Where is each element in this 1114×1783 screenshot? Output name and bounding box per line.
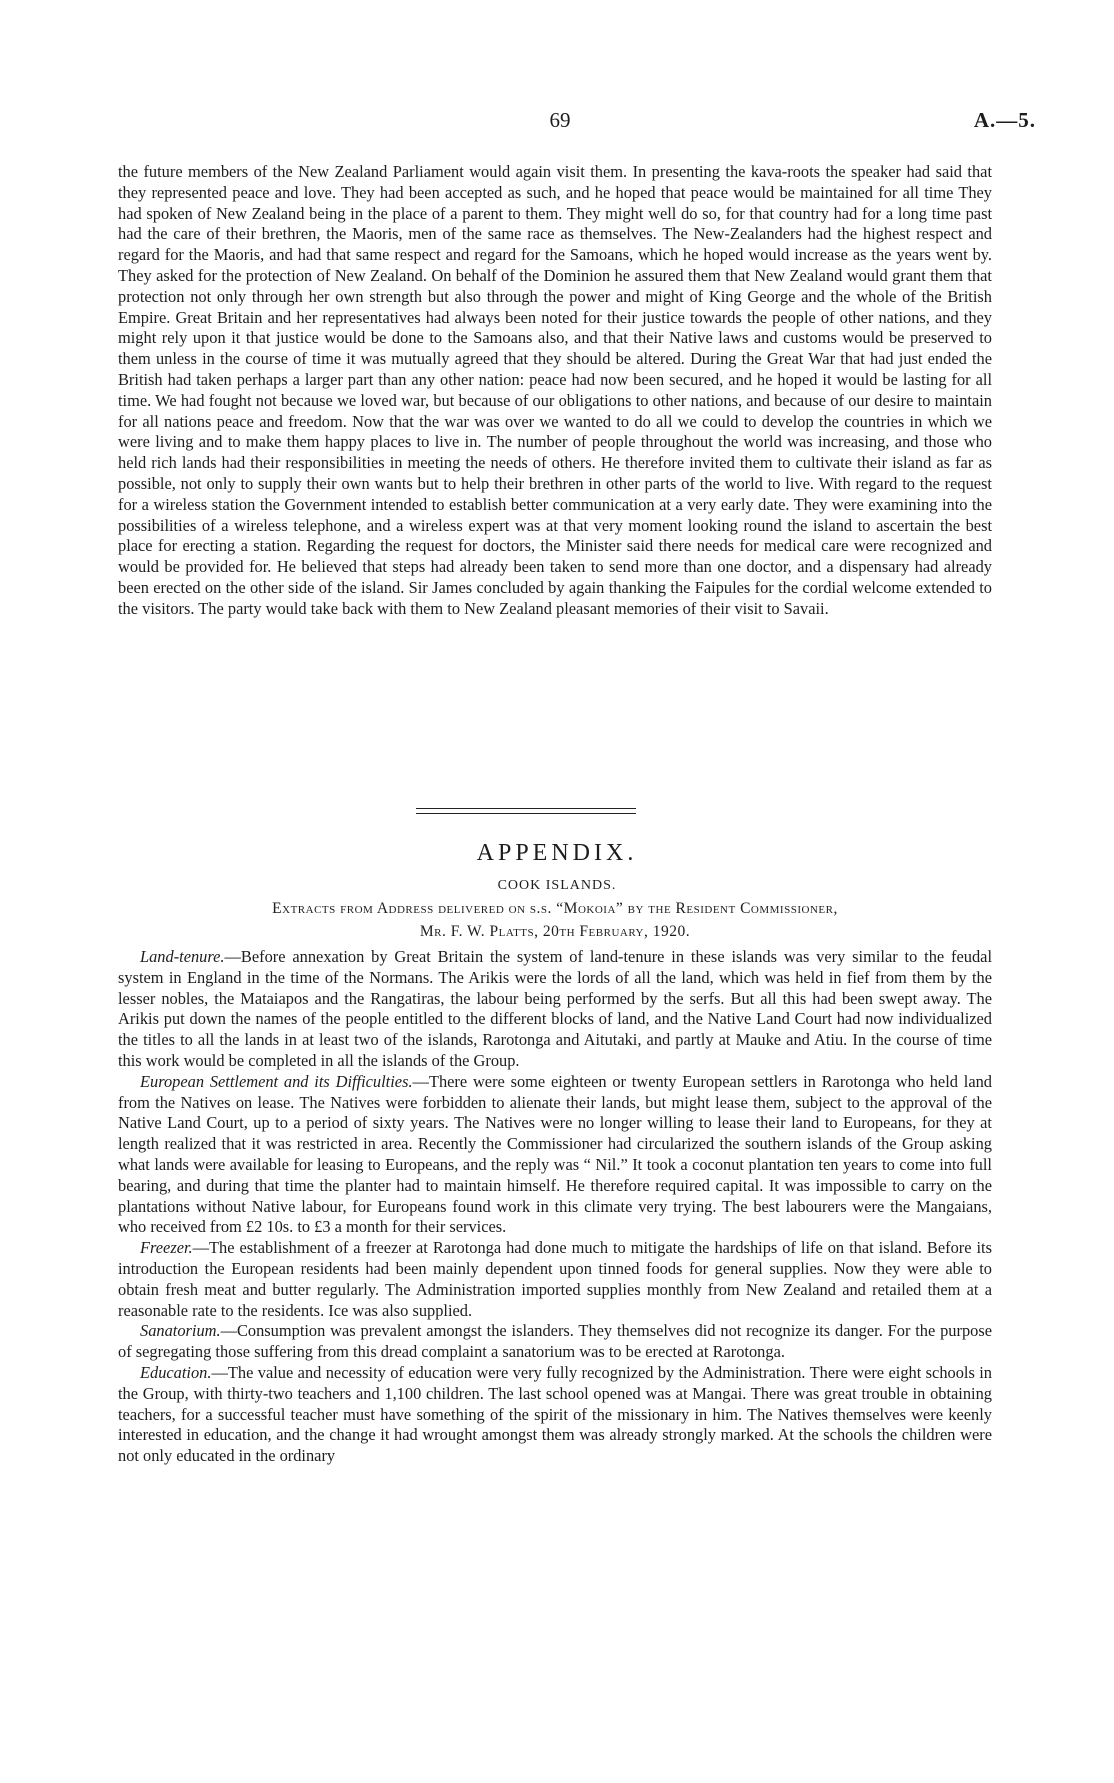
- series-code: A.—5.: [973, 108, 1036, 132]
- appendix-body: [118, 947, 992, 1467]
- source-line-author: Mr. F. W. Platts, 20th February, 1920.: [419, 923, 691, 940]
- paragraph-freezer: [118, 1238, 992, 1321]
- side-heading: Freezer.: [140, 1238, 193, 1258]
- paragraph-text: —There were some eighteen or twenty European settlers in Rarotonga who held land from the Natives on lease. The Natives were forbidden to alienate their lands, but might lease them, subject to the approval of the Native Land Court, up to a period of sixty years. The Natives were no longer willing to lease their land to Europeans, for they at length realized that it was restricted in area. Recently the Commissioner had circularized the southern islands of the Group asking what lands were available for leasing to Europeans, and the reply was “ Nil.” It took a coconut plantation ten years to come into full bearing, and during that time the planter had to maintain himself. He therefore required capital. It was impossible to carry on the plantations without Native labour, for Europeans found work in this climate very trying. The best labourers were the Mangaians, who received from £2 10s. to £3 a month for their services.: [118, 1071, 992, 1237]
- appendix-heading: APPENDIX.: [476, 840, 638, 866]
- paragraph-sanatorium: [118, 1321, 992, 1363]
- paragraph-european-settlement: [118, 1072, 992, 1238]
- paragraph-text: —Consumption was prevalent amongst the islanders. They themselves did not recognize its danger. For the purpose of segregating those suffering from this dread complaint a sanatorium was to be erected at Rarotonga.: [118, 1321, 992, 1362]
- page-number: 69: [549, 108, 571, 132]
- paragraph-text: —Before annexation by Great Britain the system of land-tenure in these islands was very similar to the feudal system in England in the time of the Normans. The Arikis were the lords of all the land, which was held in fief from them by the lesser nobles, the Mataiapos and the Rangatiras, the labour being performed by the serfs. But all this had been swept away. The Arikis put down the names of the people entitled to the different blocks of land, and the Native Land Court had now individualized the titles to all the lands in at least two of the islands, Rarotonga and Aitutaki, and partly at Mauke and Atiu. In the course of time this work would be completed in all the islands of the Group.: [118, 947, 992, 1070]
- continued-paragraph-text: the future members of the New Zealand Parliament would again visit them. In presenting the kava-roots the speaker had said that they represented peace and love. They had been accepted as such, and he hoped that peace would be maintained for all time They had spoken of New Zealand being in the place of a parent to them. They might well do so, for that country had for a long time past had the care of their brethren, the Maoris, men of the same race as themselves. The New-Zealanders had the highest respect and regard for the Maoris, and had that same respect and regard for the Samoans, which he hoped would increase as the years went by. They asked for the protection of New Zealand. On behalf of the Dominion he assured them that New Zealand would grant them that protection not only through her own strength but also through the power and might of King George and the whole of the British Empire. Great Britain and her representatives had always been noted for their justice towards the people of other nations, and they might rely upon it that justice would be done to the Samoans also, and that their Native laws and customs would be preserved to them unless in the course of time it was mutually agreed that they should be altered. During the Great War that had just ended the British had taken perhaps a larger part than any other nation: peace had now been secured, and he hoped it would be lasting for all time. We had fought not because we loved war, but because of our obligations to other nations, and because of our desire to maintain for all nations peace and freedom. Now that the war was over we wanted to do all we could to develop the countries in which we were living and to make them happy places to live in. The number of people throughout the world was increasing, and those who held rich lands had their responsibilities in meeting the needs of others. He therefore invited them to cultivate their island as far as possible, not only to supply their own wants but to help their brethren in other parts of the world to live. With regard to the request for a wireless station the Government intended to establish better communication at a very early date. They were examining into the possibilities of a wireless telephone, and a wireless expert was at that very moment looking round the island to ascertain the best place for erecting a station. Regarding the request for doctors, the Minister said there needs for medical care were recognized and would be provided for. He believed that steps had already been taken to send more than one doctor, and a dispensary had already been erected on the other side of the island. Sir James concluded by again thanking the Faipules for the cordial welcome extended to the visitors. The party would take back with them to New Zealand pleasant memories of their visit to Savaii.: [118, 162, 992, 618]
- paragraph-text: —The establishment of a freezer at Rarotonga had done much to mitigate the hardships of life on that island. Before its introduction the European residents had been mainly dependent upon tinned foods for general supplies. Now they were able to obtain fresh meat and butter regularly. The Administration imported supplies monthly from New Zealand and retailed them at a reasonable rate to the residents. Ice was also supplied.: [118, 1238, 992, 1320]
- paragraph-text: —The value and necessity of education were very fully recognized by the Administration. There were eight schools in the Group, with thirty-two teachers and 1,100 children. The last school opened was at Mangai. There was great trouble in obtaining teachers, for a successful teacher must have something of the spirit of the missionary in him. The Natives themselves were keenly interested in education, and the change it had wrought amongst them was already strongly marked. At the schools the children were not only educated in the ordinary: [118, 1362, 992, 1466]
- side-heading: European Settlement and its Difficulties.: [140, 1071, 413, 1091]
- continued-paragraph: [118, 162, 992, 620]
- section-label: COOK ISLANDS.: [497, 878, 617, 893]
- section-divider-bottom: [416, 813, 636, 814]
- side-heading: Land-tenure.: [140, 947, 225, 966]
- section-divider-top: [416, 808, 636, 809]
- side-heading: Sanatorium.: [140, 1321, 221, 1341]
- source-line: Extracts from Address delivered on s.s. “Mokoia” by the Resident Commissioner,: [272, 900, 838, 917]
- paragraph-land-tenure: [118, 947, 992, 1072]
- paragraph-education: [118, 1363, 992, 1467]
- side-heading: Education.: [140, 1362, 212, 1382]
